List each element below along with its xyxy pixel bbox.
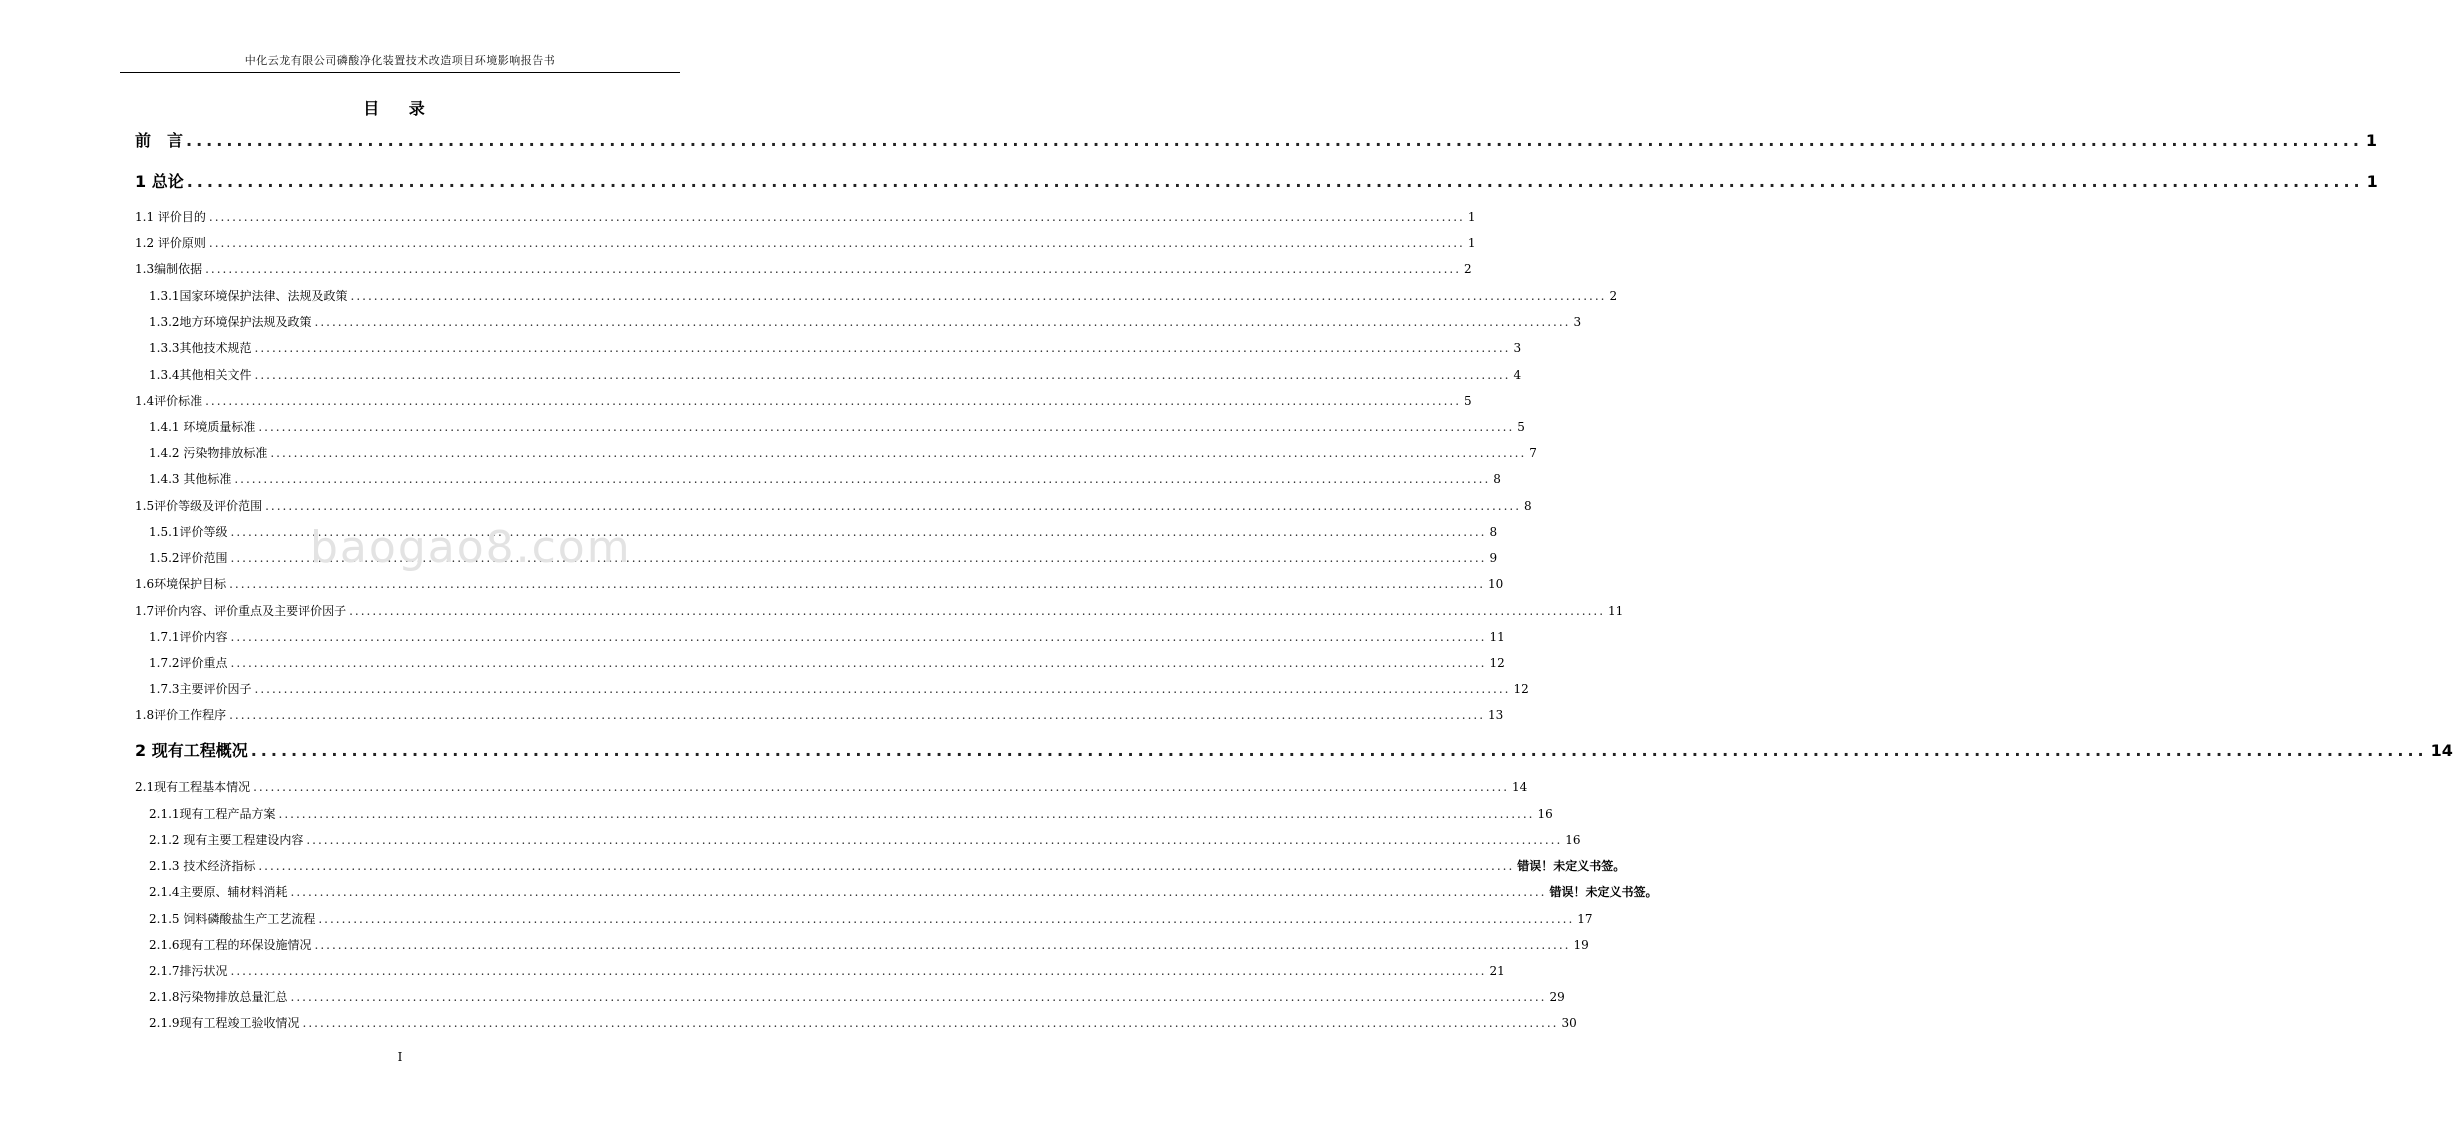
toc-entry-label: 1.3编制依据: [135, 262, 203, 276]
toc-entry-label: 1 总论: [135, 172, 184, 191]
toc-entry-page: 21: [1489, 964, 1505, 978]
toc-entry-1-4-1[interactable]: [149, 418, 1525, 435]
toc-entry-1-7-3[interactable]: [149, 680, 1529, 697]
toc-entry-page: 17: [1577, 912, 1593, 926]
toc-entry-1-5-1[interactable]: [149, 523, 1498, 540]
toc-entry-label: 1.1 评价目的: [135, 210, 206, 224]
toc-entry-page: 14: [1512, 780, 1528, 794]
toc-leader-dots: ........................................................................................................................................................................................................................: [186, 172, 2364, 191]
toc-entry-label: 1.2 评价原则: [135, 236, 206, 250]
toc-entry-2-1-8[interactable]: [149, 988, 1565, 1005]
toc-entry-2-1-9[interactable]: [149, 1014, 1577, 1031]
toc-entry-label: 1.5.1评价等级: [149, 525, 228, 539]
toc-entry-1-7[interactable]: [135, 602, 1624, 619]
toc-entry-1-3-4[interactable]: [149, 366, 1522, 383]
running-header: 中化云龙有限公司磷酸净化装置技术改造项目环境影响报告书: [244, 54, 556, 67]
toc-leader-dots: ........................................................................................................................................................................................................................: [229, 577, 1486, 591]
toc-title: 目 录: [363, 99, 437, 118]
toc-entry-page: 11: [1608, 604, 1624, 618]
watermark: baogao8.com: [310, 522, 632, 573]
toc-entry-label: 2.1.3 技术经济指标: [149, 859, 256, 873]
toc-entry-page: 5: [1464, 394, 1472, 408]
toc-leader-dots: ........................................................................................................................................................................................................................: [186, 131, 2363, 150]
toc-leader-dots: ........................................................................................................................................................................................................................: [254, 368, 1511, 382]
toc-entry-label: 2.1.7排污状况: [149, 964, 228, 978]
toc-entry-page-error: 错误！未定义书签。: [1549, 885, 1658, 899]
toc-entry-label: 1.3.1国家环境保护法律、法规及政策: [149, 289, 348, 303]
toc-leader-dots: ........................................................................................................................................................................................................................: [270, 446, 1527, 460]
toc-entry-page: 16: [1565, 833, 1581, 847]
toc-entry-label: 1.8评价工作程序: [135, 708, 227, 722]
toc-entry-label: 2.1.9现有工程竣工验收情况: [149, 1016, 300, 1030]
toc-leader-dots: ........................................................................................................................................................................................................................: [349, 604, 1606, 618]
toc-entry-label: 1.4评价标准: [135, 394, 203, 408]
toc-entry-1-1[interactable]: [135, 208, 1476, 225]
toc-entry-2-1-4[interactable]: [149, 883, 1658, 900]
toc-entry-label: 1.3.4其他相关文件: [149, 368, 252, 382]
toc-leader-dots: ........................................................................................................................................................................................................................: [234, 472, 1491, 486]
toc-leader-dots: ........................................................................................................................................................................................................................: [302, 1016, 1559, 1030]
toc-leader-dots: ........................................................................................................................................................................................................................: [230, 630, 1487, 644]
toc-entry-label: 1.4.1 环境质量标准: [149, 420, 256, 434]
toc-entry-2-1-1[interactable]: [149, 805, 1553, 822]
toc-entry-page: 8: [1493, 472, 1501, 486]
toc-entry-page: 9: [1489, 551, 1498, 565]
toc-leader-dots: ........................................................................................................................................................................................................................: [290, 990, 1547, 1004]
toc-entry-label: 2.1.5 饲料磷酸盐生产工艺流程: [149, 912, 316, 926]
toc-entry-page: 29: [1549, 990, 1565, 1004]
toc-entry-label: 2.1.4主要原、辅材料消耗: [149, 885, 288, 899]
toc-entry-page: 2: [1464, 262, 1472, 276]
toc-entry-1-4-3[interactable]: [149, 470, 1501, 487]
toc-entry-2-1-2[interactable]: [149, 831, 1581, 848]
toc-entry-page: 13: [1488, 708, 1504, 722]
toc-entry-page: 12: [1489, 656, 1505, 670]
toc-entry-1-4-2[interactable]: [149, 444, 1537, 461]
toc-entry-2-1[interactable]: [135, 778, 1528, 795]
toc-entry-chapter-2[interactable]: [135, 738, 2453, 761]
toc-entry-label: 1.4.3 其他标准: [149, 472, 232, 486]
toc-entry-label: 1.7.1评价内容: [149, 630, 228, 644]
toc-leader-dots: ........................................................................................................................................................................................................................: [290, 885, 1547, 899]
toc-entry-page: 19: [1573, 938, 1589, 952]
toc-entry-1-3[interactable]: [135, 260, 1472, 277]
toc-leader-dots: ........................................................................................................................................................................................................................: [205, 262, 1462, 276]
toc-entry-label: 2.1.6现有工程的环保设施情况: [149, 938, 312, 952]
toc-entry-page: 7: [1529, 446, 1537, 460]
page-number: I: [397, 1050, 403, 1064]
toc-entry-label: 1.4.2 污染物排放标准: [149, 446, 268, 460]
toc-entry-label: 2.1.8污染物排放总量汇总: [149, 990, 288, 1004]
toc-leader-dots: ........................................................................................................................................................................................................................: [314, 315, 1571, 329]
toc-entry-label: 1.7.2评价重点: [149, 656, 228, 670]
toc-leader-dots: ........................................................................................................................................................................................................................: [230, 656, 1487, 670]
toc-leader-dots: ........................................................................................................................................................................................................................: [230, 551, 1487, 565]
toc-leader-dots: ........................................................................................................................................................................................................................: [229, 708, 1486, 722]
toc-entry-chapter-1[interactable]: [135, 169, 2378, 192]
toc-entry-page: 1: [1467, 236, 1476, 250]
toc-entry-2-1-6[interactable]: [149, 936, 1589, 953]
toc-entry-1-3-3[interactable]: [149, 339, 1522, 356]
toc-entry-2-1-7[interactable]: [149, 962, 1505, 979]
toc-entry-label: 前 言: [135, 131, 184, 150]
toc-entry-1-5[interactable]: [135, 497, 1532, 514]
toc-entry-page: 10: [1488, 577, 1504, 591]
toc-entry-label: 1.3.3其他技术规范: [149, 341, 252, 355]
toc-entry-page: 14: [2430, 741, 2453, 760]
toc-entry-1-6[interactable]: [135, 575, 1504, 592]
toc-entry-page: 16: [1537, 807, 1553, 821]
toc-entry-page: 4: [1513, 368, 1522, 382]
toc-leader-dots: ........................................................................................................................................................................................................................: [230, 525, 1487, 539]
toc-entry-label: 2.1.2 现有主要工程建设内容: [149, 833, 304, 847]
toc-entry-1-8[interactable]: [135, 706, 1504, 723]
toc-leader-dots: ........................................................................................................................................................................................................................: [258, 420, 1515, 434]
toc-entry-page: 2: [1609, 289, 1618, 303]
toc-leader-dots: ........................................................................................................................................................................................................................: [318, 912, 1575, 926]
toc-entry-page: 1: [2365, 131, 2378, 150]
toc-leader-dots: ........................................................................................................................................................................................................................: [254, 682, 1511, 696]
toc-entry-page: 1: [1467, 210, 1476, 224]
toc-entry-2-1-3[interactable]: [149, 857, 1626, 874]
toc-entry-page: 5: [1517, 420, 1525, 434]
toc-entry-label: 1.7.3主要评价因子: [149, 682, 252, 696]
toc-entry-page: 3: [1513, 341, 1522, 355]
toc-leader-dots: ........................................................................................................................................................................................................................: [253, 780, 1510, 794]
toc-leader-dots: ........................................................................................................................................................................................................................: [278, 807, 1535, 821]
toc-entry-1-3-1[interactable]: [149, 287, 1618, 304]
toc-leader-dots: ........................................................................................................................................................................................................................: [306, 833, 1563, 847]
toc-entry-page: 30: [1561, 1016, 1577, 1030]
toc-entry-label: 1.5评价等级及评价范围: [135, 499, 263, 513]
toc-entry-page: 8: [1489, 525, 1498, 539]
toc-entry-label: 2.1现有工程基本情况: [135, 780, 251, 794]
toc-entry-1-7-2[interactable]: [149, 654, 1505, 671]
toc-entry-label: 2.1.1现有工程产品方案: [149, 807, 276, 821]
toc-leader-dots: ........................................................................................................................................................................................................................: [250, 741, 2428, 760]
toc-entry-page: 12: [1513, 682, 1529, 696]
toc-entry-page: 3: [1573, 315, 1582, 329]
toc-entry-label: 1.6环境保护目标: [135, 577, 227, 591]
toc-entry-2-1-5[interactable]: [149, 910, 1593, 927]
toc-entry-page: 8: [1524, 499, 1532, 513]
toc-leader-dots: ........................................................................................................................................................................................................................: [265, 499, 1522, 513]
toc-entry-label: 1.5.2评价范围: [149, 551, 228, 565]
toc-entry-page: 1: [2366, 172, 2378, 191]
toc-entry-label: 2 现有工程概况: [135, 741, 248, 760]
toc-entry-label: 1.7评价内容、评价重点及主要评价因子: [135, 604, 347, 618]
toc-leader-dots: ........................................................................................................................................................................................................................: [205, 394, 1462, 408]
toc-leader-dots: ........................................................................................................................................................................................................................: [258, 859, 1515, 873]
toc-entry-1-7-1[interactable]: [149, 628, 1505, 645]
toc-leader-dots: ........................................................................................................................................................................................................................: [254, 341, 1511, 355]
toc-entry-label: 1.3.2地方环境保护法规及政策: [149, 315, 312, 329]
toc-leader-dots: ........................................................................................................................................................................................................................: [230, 964, 1487, 978]
toc-entry-1-5-2[interactable]: [149, 549, 1498, 566]
toc-entry-1-3-2[interactable]: [149, 313, 1582, 330]
toc-leader-dots: ........................................................................................................................................................................................................................: [350, 289, 1607, 303]
toc-entry-preface[interactable]: [135, 128, 2378, 151]
toc-entry-1-2[interactable]: [135, 234, 1476, 251]
toc-leader-dots: ........................................................................................................................................................................................................................: [208, 236, 1465, 250]
toc-leader-dots: ........................................................................................................................................................................................................................: [314, 938, 1571, 952]
toc-entry-page: 11: [1489, 630, 1505, 644]
toc-entry-1-4[interactable]: [135, 392, 1472, 409]
toc-leader-dots: ........................................................................................................................................................................................................................: [208, 210, 1465, 224]
toc-entry-page-error: 错误！未定义书签。: [1517, 859, 1626, 873]
